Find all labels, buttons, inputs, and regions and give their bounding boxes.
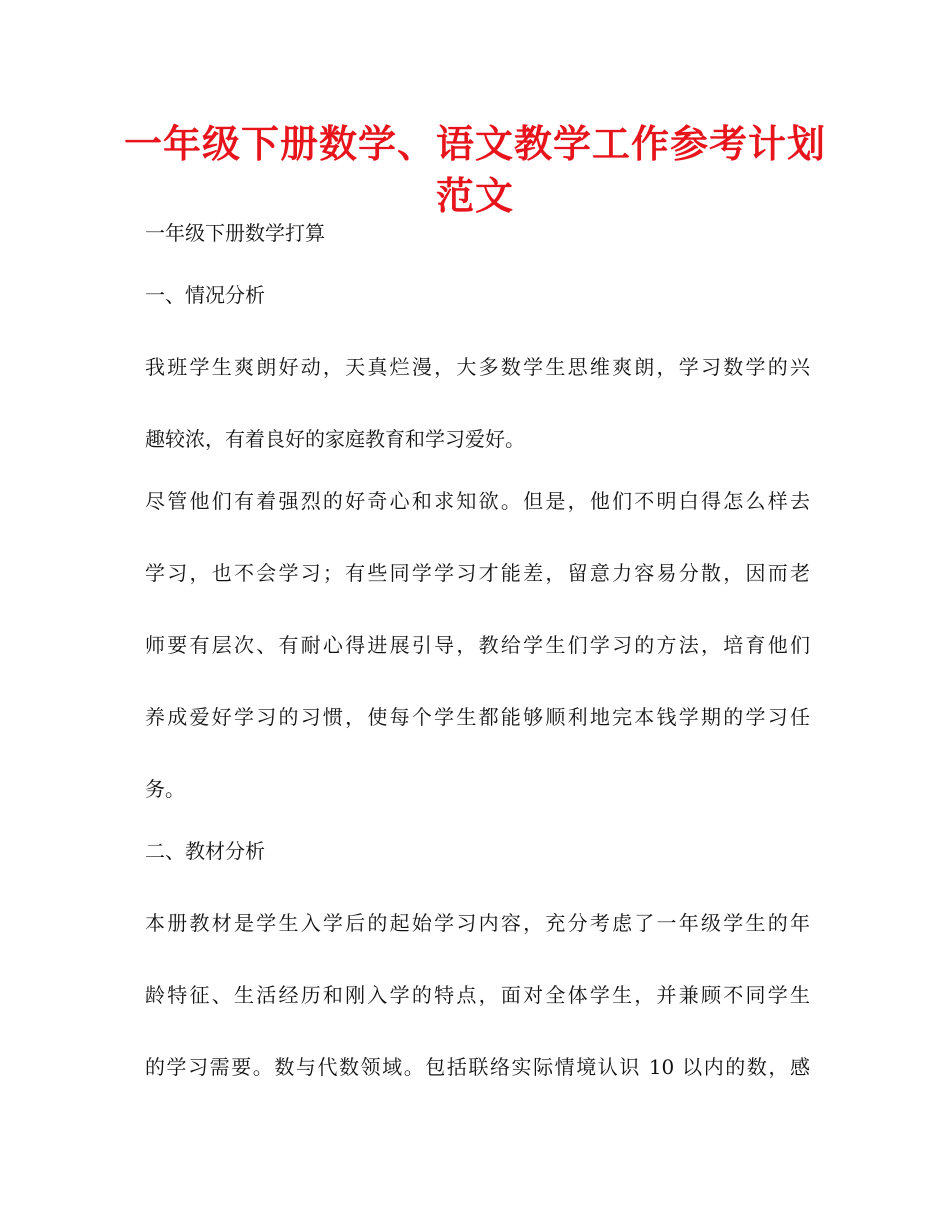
paragraph-line: 的学习需要。数与代数领域。包括联络实际情境认识 10 以内的数，感 — [145, 1055, 810, 1079]
paragraph-line: 我班学生爽朗好动，天真烂漫，大多数学生思维爽朗，学习数学的兴 — [145, 355, 810, 379]
title-line-1: 一年级下册数学、语文教学工作参考计划 — [123, 122, 826, 166]
paragraph-line: 学习，也不会学习；有些同学学习才能差，留意力容易分散，因而老 — [145, 561, 810, 585]
paragraph-line: 师要有层次、有耐心得进展引导，教给学生们学习的方法，培育他们 — [145, 633, 810, 657]
section-heading-textbook: 二、教材分析 — [145, 839, 265, 863]
title-line-2: 范文 — [435, 174, 514, 218]
section-heading-situation: 一、情况分析 — [145, 283, 265, 307]
paragraph-line: 务。 — [145, 777, 185, 801]
paragraph-line: 本册教材是学生入学后的起始学习内容，充分考虑了一年级学生的年 — [145, 911, 810, 935]
paragraph-line: 尽管他们有着强烈的好奇心和求知欲。但是，他们不明白得怎么样去 — [145, 489, 810, 513]
document-title — [120, 118, 830, 222]
paragraph-line: 养成爱好学习的习惯，使每个学生都能够顺利地完本钱学期的学习任 — [145, 705, 810, 729]
document-body — [145, 218, 810, 1082]
paragraph-line: 趣较浓，有着良好的家庭教育和学习爱好。 — [145, 427, 525, 451]
section-heading-math-plan: 一年级下册数学打算 — [145, 221, 325, 245]
paragraph-line: 龄特征、生活经历和刚入学的特点，面对全体学生，并兼顾不同学生 — [145, 983, 810, 1007]
